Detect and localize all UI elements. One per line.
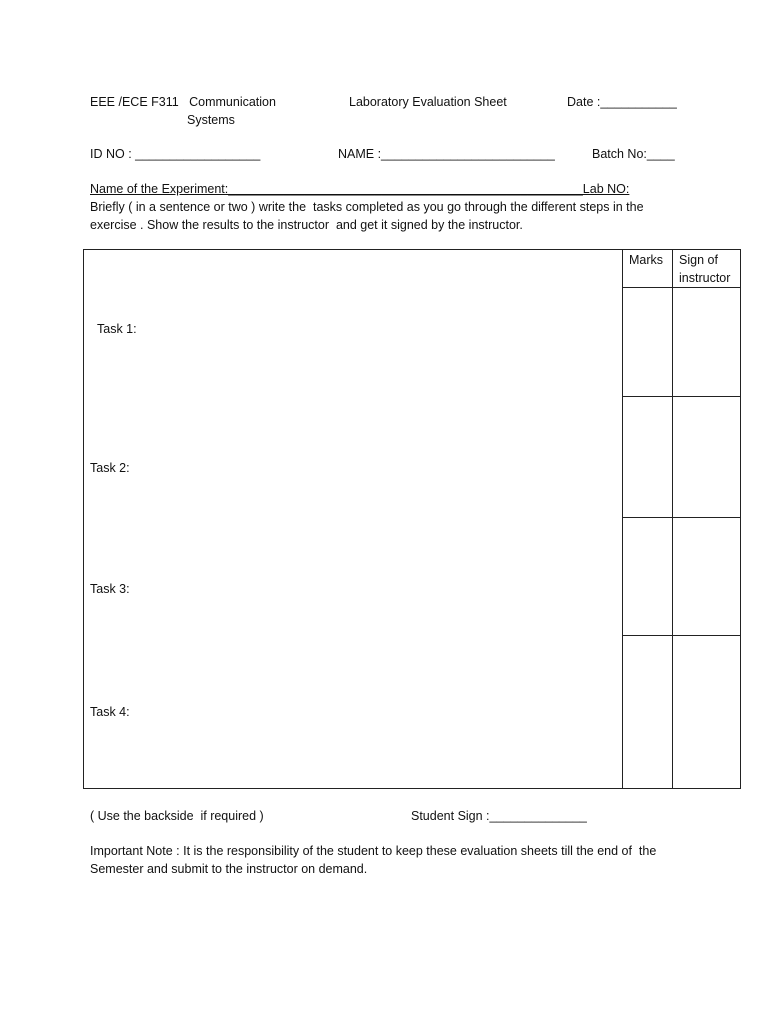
sign-header-line-2: instructor [679,271,731,285]
instructions-line-2: exercise . Show the results to the instructor and get it signed by the instructor. [90,218,523,232]
row-divider-3 [622,635,740,636]
batch-no-field[interactable]: Batch No:____ [592,147,675,161]
header-row-divider [622,287,740,288]
sign-header-line-1: Sign of [679,253,718,267]
student-sign-field[interactable]: Student Sign :______________ [411,809,587,823]
row-divider-1 [622,396,740,397]
backside-note: ( Use the backside if required ) [90,809,264,823]
id-no-field[interactable]: ID NO : __________________ [90,147,261,161]
task-2-label: Task 2: [90,461,130,475]
marks-header: Marks [629,253,664,267]
important-note-line-2: Semester and submit to the instructor on demand. [90,862,368,876]
date-field[interactable]: Date :___________ [567,95,677,109]
sign-column-divider [672,250,673,788]
experiment-name-field[interactable]: Name of the Experiment:___________________________________________________Lab NO: [90,182,630,196]
course-name-continued: Systems [187,113,235,127]
course-code: EEE /ECE F311 Communication [90,95,276,109]
task-4-label: Task 4: [90,705,130,719]
task-3-label: Task 3: [90,582,130,596]
tasks-table [83,249,741,789]
task-1-label: Task 1: [97,322,137,336]
instructions-line-1: Briefly ( in a sentence or two ) write the tasks completed as you go through the different steps in the [90,200,644,214]
sheet-title: Laboratory Evaluation Sheet [349,95,507,109]
important-note-line-1: Important Note : It is the responsibility of the student to keep these evaluation sheets till the end of the [90,844,657,858]
name-field[interactable]: NAME :_________________________ [338,147,555,161]
row-divider-2 [622,517,740,518]
marks-column-divider [622,250,623,788]
